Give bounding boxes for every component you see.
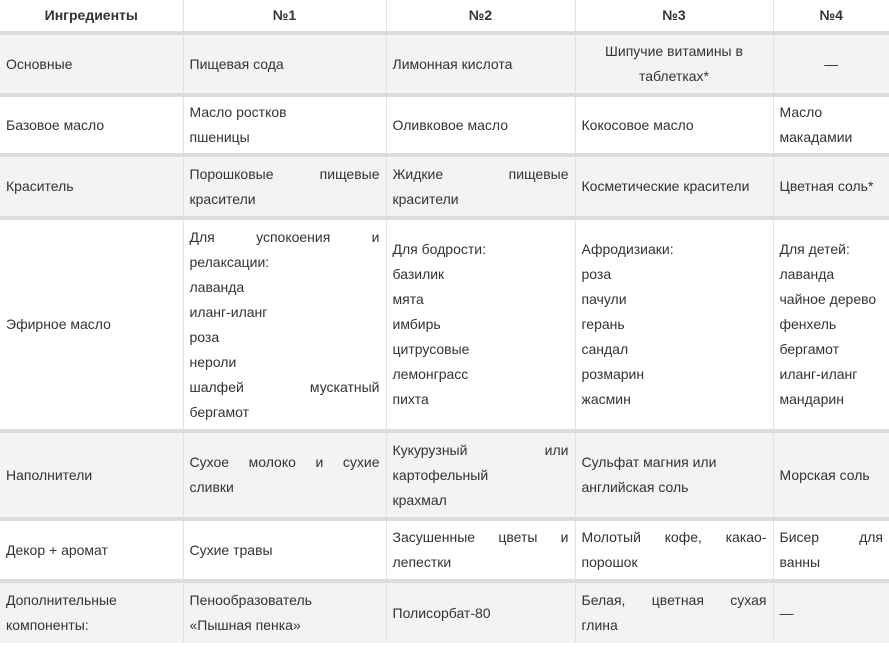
cell-line: иланг-иланг	[779, 366, 858, 382]
table-row	[0, 581, 889, 643]
row-label-line: Декор + аромат	[6, 541, 108, 558]
cell-line: иланг-иланг	[189, 303, 268, 320]
row-label	[0, 33, 183, 95]
cell-line: бергамот	[779, 341, 840, 357]
table-row	[0, 33, 889, 95]
cell-line: сливки	[189, 479, 234, 495]
cell-line: Морская соль	[779, 466, 870, 483]
cell-line: имбирь	[392, 316, 441, 332]
cell-line: английская соль	[581, 479, 689, 495]
header-recipe-1: №1	[183, 0, 386, 33]
cell-line: «Пышная пенка»	[189, 617, 301, 633]
cell-line: порошок	[581, 554, 638, 570]
cell-line: Оливковое масло	[392, 116, 508, 133]
table-cell	[575, 431, 773, 519]
table-cell	[575, 218, 773, 431]
header-recipe-2: №2	[386, 0, 575, 33]
table-row	[0, 155, 889, 218]
cell-line: чайное дерево	[779, 291, 877, 307]
header-row	[0, 0, 889, 33]
cell-line: Масло	[779, 104, 823, 120]
table-cell	[183, 95, 386, 155]
cell-line: розмарин	[581, 366, 645, 382]
cell-line: крахмал	[392, 491, 447, 508]
cell-line: роза	[581, 266, 612, 282]
cell-line: Пенообразователь	[189, 592, 312, 608]
table-cell	[575, 155, 773, 218]
cell-line: жасмин	[581, 391, 631, 407]
cell-line: Жидкие пищевые	[392, 165, 569, 182]
table-cell	[773, 218, 889, 431]
table-cell	[386, 218, 575, 431]
table-cell	[183, 218, 386, 431]
cell-line: Сульфат магния или	[581, 454, 717, 470]
cell-line: лемонграсс	[392, 366, 469, 382]
table-cell	[386, 95, 575, 155]
cell-line: картофельный	[392, 466, 489, 483]
row-label-line: Базовое масло	[6, 116, 105, 133]
table-cell	[386, 581, 575, 643]
row-label	[0, 581, 183, 643]
cell-line: макадамии	[779, 129, 853, 145]
table-row	[0, 519, 889, 581]
row-label-line: компоненты:	[6, 617, 89, 633]
header-recipe-3: №3	[575, 0, 773, 33]
row-label-line: Основные	[6, 55, 73, 72]
cell-line: герань	[581, 316, 625, 332]
table-cell	[575, 33, 773, 95]
row-label	[0, 218, 183, 431]
cell-line: пачули	[581, 291, 627, 307]
cell-line: шалфей мускатный	[189, 378, 380, 395]
row-label-line: Наполнители	[6, 466, 93, 483]
table-cell	[773, 95, 889, 155]
row-label	[0, 155, 183, 218]
row-label-line: Дополнительные	[6, 592, 117, 608]
cell-line: нероли	[189, 353, 237, 370]
table-cell	[386, 33, 575, 95]
cell-line: роза	[189, 328, 220, 345]
cell-line: релаксации:	[189, 253, 270, 270]
cell-line: мандарин	[779, 391, 844, 407]
cell-line: Масло ростков	[189, 104, 287, 120]
cell-line: мята	[392, 291, 424, 307]
cell-line: —	[779, 604, 794, 621]
cell-line: Сухое молоко и сухие	[189, 454, 380, 470]
cell-line: красители	[189, 190, 256, 207]
table-cell	[183, 519, 386, 581]
cell-line: фенхель	[779, 316, 837, 332]
table-cell	[183, 431, 386, 519]
row-label	[0, 519, 183, 581]
cell-line: Засушенные цветы и	[392, 529, 569, 545]
table-cell	[386, 431, 575, 519]
cell-line: Цветная соль*	[779, 178, 874, 194]
cell-line: Лимонная кислота	[392, 55, 513, 72]
row-label	[0, 95, 183, 155]
cell-line: пихта	[392, 391, 429, 407]
cell-line: Белая, цветная сухая	[581, 592, 767, 608]
table-row	[0, 431, 889, 519]
table-cell	[183, 581, 386, 643]
row-label	[0, 431, 183, 519]
cell-line: Шипучие витамины в	[605, 43, 743, 59]
cell-line: красители	[392, 190, 459, 207]
table-row	[0, 95, 889, 155]
cell-line: Молотый кофе, какао-	[581, 529, 767, 545]
table-cell	[773, 431, 889, 519]
cell-line: Для бодрости:	[392, 241, 486, 257]
cell-line: Бисер для	[779, 529, 883, 545]
table-row	[0, 218, 889, 431]
cell-line: Для успокоения и	[189, 228, 380, 245]
cell-line: глина	[581, 617, 618, 633]
table-cell	[773, 519, 889, 581]
cell-line: Для детей:	[779, 241, 850, 257]
cell-line: лаванда	[779, 266, 835, 282]
table-cell	[575, 581, 773, 643]
cell-line: цитрусовые	[392, 341, 470, 357]
cell-line: пшеницы	[189, 129, 250, 145]
table-cell	[183, 155, 386, 218]
cell-line: —	[824, 55, 839, 72]
table-cell	[386, 155, 575, 218]
cell-line: базилик	[392, 266, 445, 282]
row-label-line: Краситель	[6, 178, 74, 194]
table-cell	[386, 519, 575, 581]
cell-line: лепестки	[392, 554, 452, 570]
cell-line: лаванда	[189, 278, 245, 295]
table-cell	[773, 33, 889, 95]
table-cell	[575, 95, 773, 155]
cell-line: сандал	[581, 341, 629, 357]
header-ingredients: Ингредиенты	[0, 0, 183, 33]
cell-line: Кокосовое масло	[581, 116, 694, 133]
header-recipe-4: №4	[773, 0, 889, 33]
cell-line: таблетках*	[639, 68, 709, 84]
table-cell	[773, 155, 889, 218]
cell-line: Сухие травы	[189, 541, 273, 558]
cell-line: ванны	[779, 554, 821, 570]
cell-line: Порошковые пищевые	[189, 165, 380, 182]
cell-line: Кукурузный или	[392, 441, 569, 458]
table-cell	[773, 581, 889, 643]
table-cell	[183, 33, 386, 95]
row-label-line: Эфирное масло	[6, 316, 111, 332]
cell-line: Косметические красители	[581, 178, 750, 194]
table-cell	[575, 519, 773, 581]
cell-line: Пищевая сода	[189, 55, 284, 72]
cell-line: Афродизиаки:	[581, 241, 674, 257]
cell-line: бергамот	[189, 403, 250, 420]
cell-line: Полисорбат-80	[392, 604, 491, 621]
